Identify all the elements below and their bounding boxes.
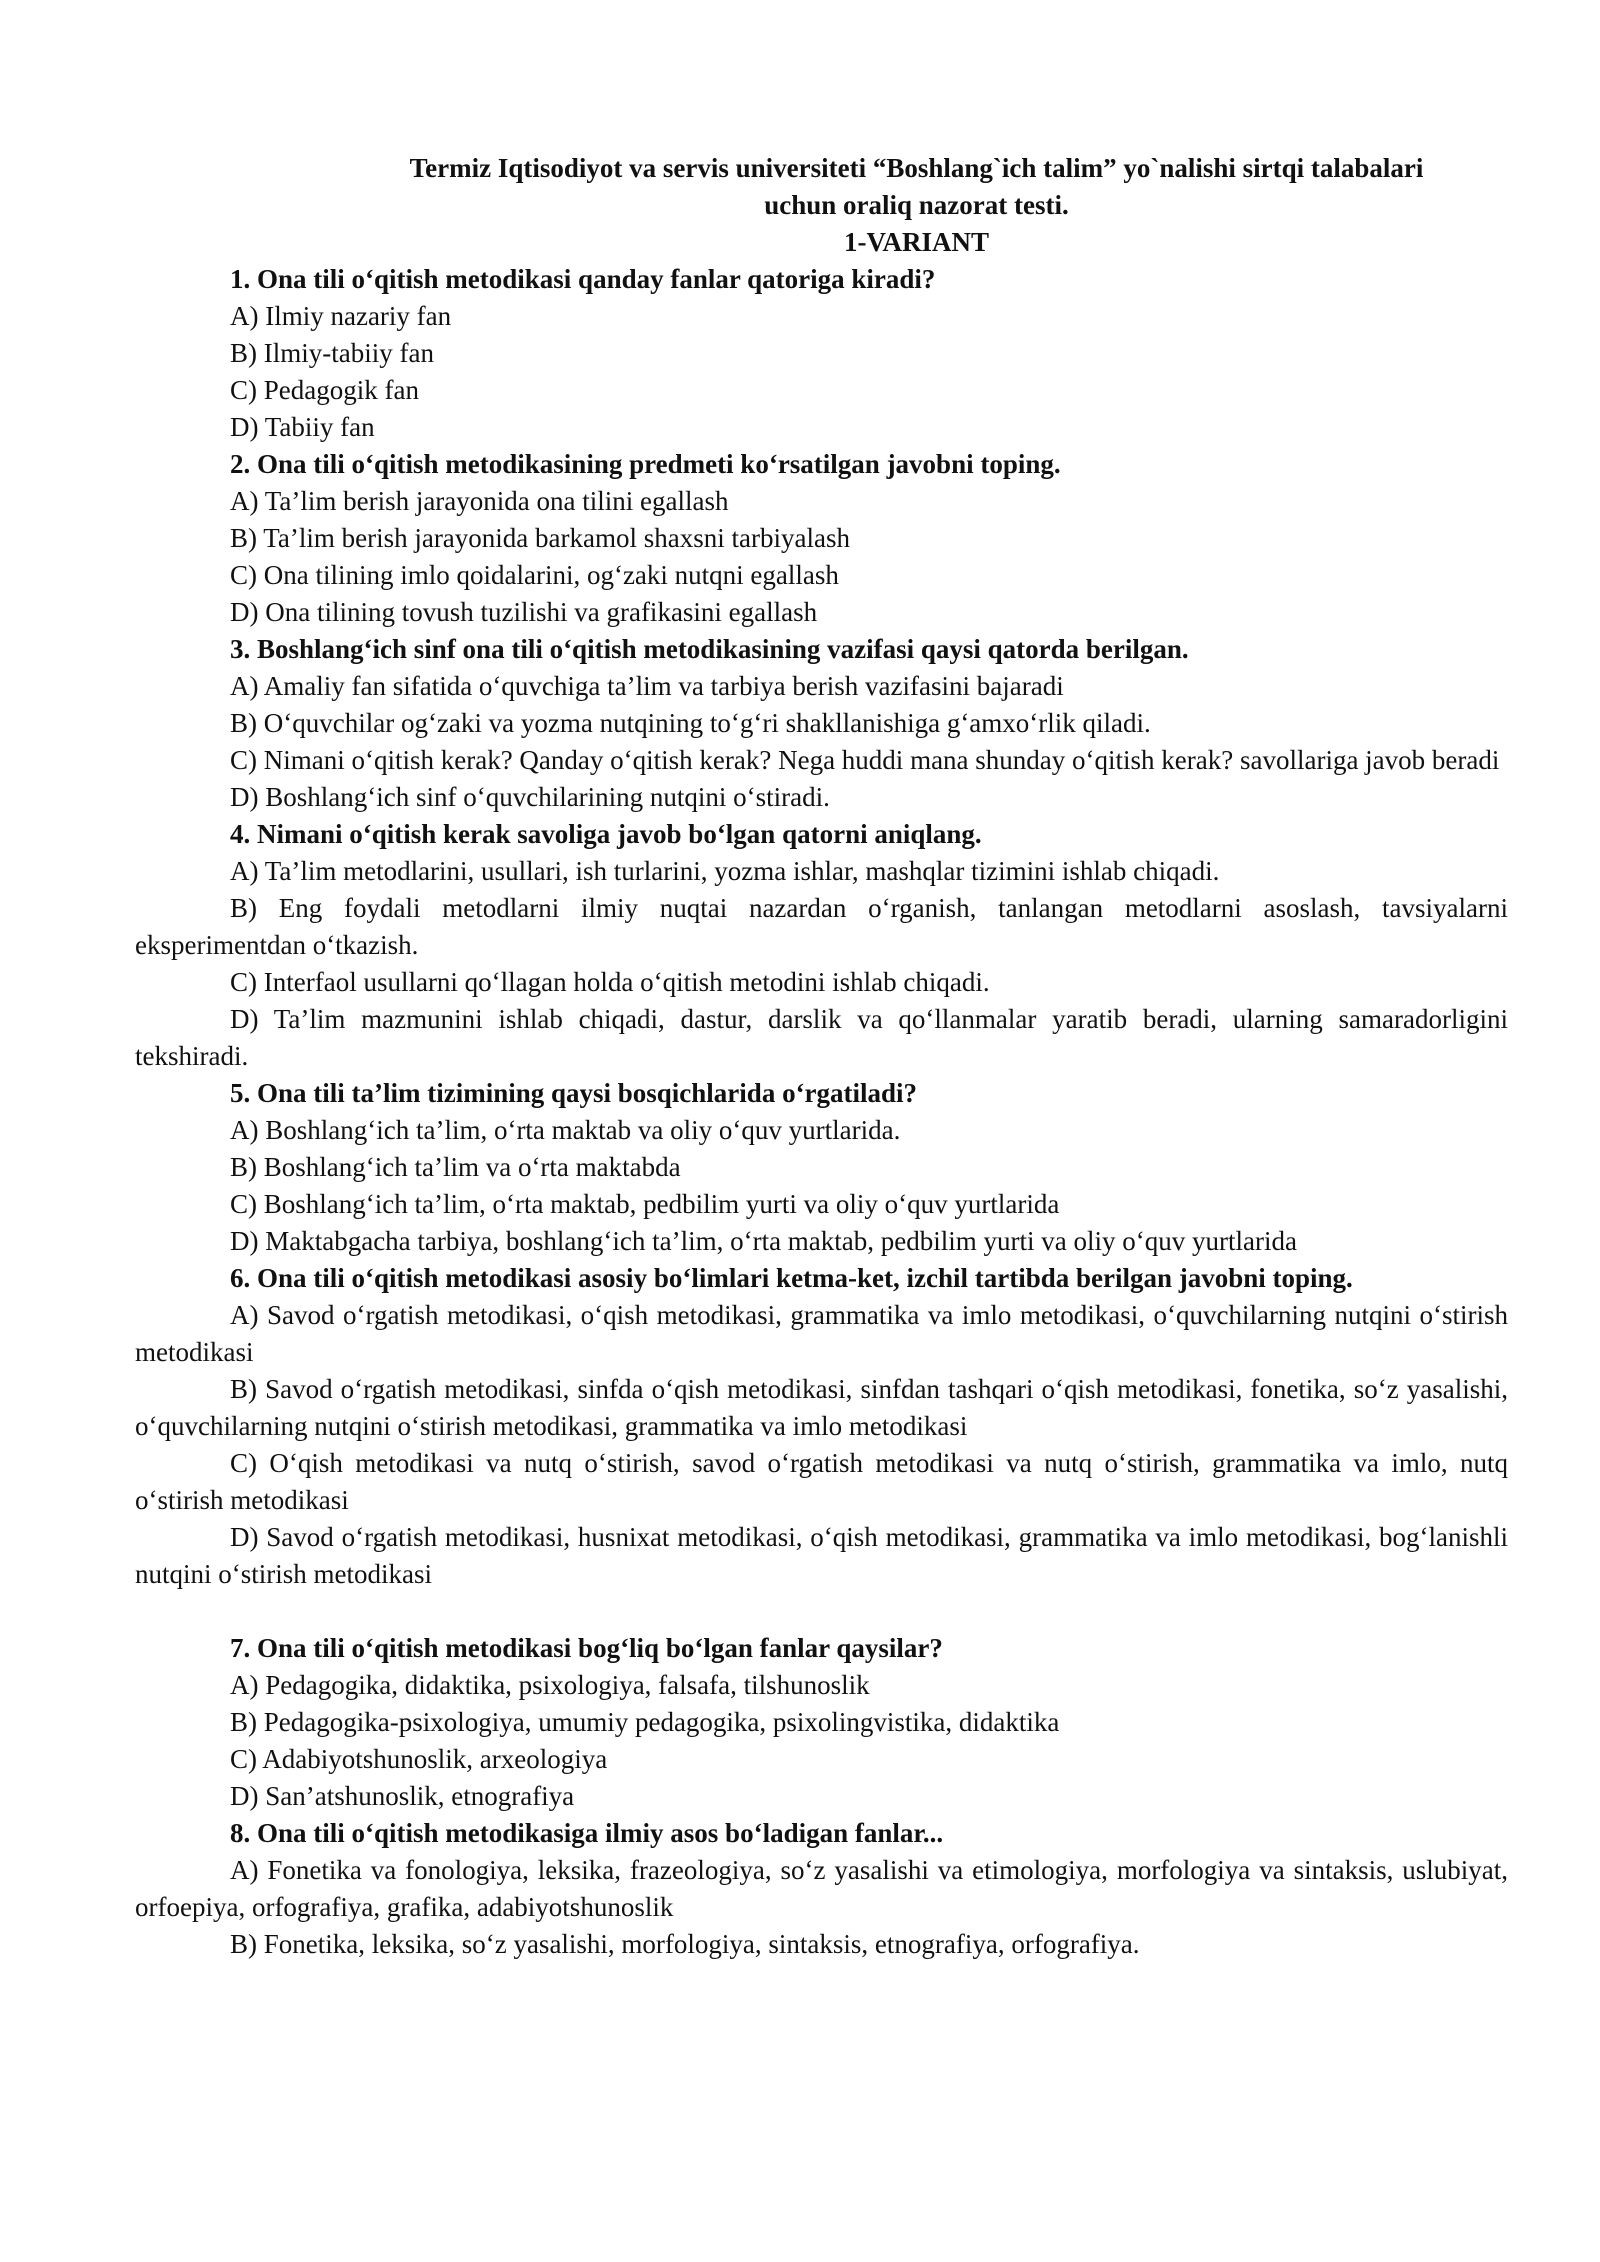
answer-option: C) Nimani oʻqitish kerak? Qanday oʻqitish kerak? Nega huddi mana shunday oʻqitish kerak? savollariga javob beradi [230,745,1500,775]
answer-option: D) Savod oʻrgatish metodikasi, husnixat metodikasi, oʻqish metodikasi, grammatika va imlo metodikasi, bogʻlanishli nutqini oʻstirish metodikasi [135,1522,1508,1589]
answer-option: D) Ta’lim mazmunini ishlab chiqadi, dastur, darslik va qoʻllanmalar yaratib beradi, ularning samaradorligini tekshiradi. [135,1004,1508,1071]
answer-option: B) Savod oʻrgatish metodikasi, sinfda oʻqish metodikasi, sinfdan tashqari oʻqish metodikasi, fonetika, soʻz yasalishi, oʻquvchilarning nutqini oʻstirish metodikasi, grammatika va imlo metodikasi [135,1374,1508,1441]
question-1: 1. Ona tili oʻqitish metodikasi qanday fanlar qatoriga kiradi? [230,264,936,294]
answer-option: C) Pedagogik fan [230,375,419,405]
answer-option: C) Ona tilining imlo qoidalarini, ogʻzaki nutqni egallash [230,560,839,590]
answer-option: A) Boshlangʻich ta’lim, oʻrta maktab va oliy oʻquv yurtlarida. [230,1115,901,1145]
answer-option: C) Interfaol usullarni qoʻllagan holda oʻqitish metodini ishlab chiqadi. [230,967,990,997]
blank-line [230,1593,1508,1630]
answer-option: B) Fonetika, leksika, soʻz yasalishi, morfologiya, sintaksis, etnografiya, orfografiya. [230,1929,1140,1959]
answer-option: B) Pedagogika-psixologiya, umumiy pedagogika, psixolingvistika, didaktika [230,1707,1060,1737]
answer-option: D) Boshlangʻich sinf oʻquvchilarining nutqini oʻstiradi. [230,782,830,812]
answer-option: C) Boshlangʻich ta’lim, oʻrta maktab, pedbilim yurti va oliy oʻquv yurtlarida [230,1189,1060,1219]
answer-option: A) Amaliy fan sifatida oʻquvchiga ta’lim va tarbiya berish vazifasini bajaradi [230,671,1064,701]
answer-option: A) Pedagogika, didaktika, psixologiya, falsafa, tilshunoslik [230,1670,870,1700]
answer-option: D) Tabiiy fan [230,412,375,442]
answer-option: B) Ta’lim berish jarayonida barkamol shaxsni tarbiyalash [230,523,850,553]
answer-option: B) Eng foydali metodlarni ilmiy nuqtai nazardan oʻrganish, tanlangan metodlarni asoslash, tavsiyalarni eksperimentdan oʻtkazish. [135,893,1508,960]
answer-option: A) Ta’lim berish jarayonida ona tilini egallash [230,486,729,516]
answer-option: B) Ilmiy-tabiiy fan [230,338,434,368]
variant-heading: 1-VARIANT [843,227,990,257]
answer-option: C) Oʻqish metodikasi va nutq oʻstirish, savod oʻrgatish metodikasi va nutq oʻstirish, grammatika va imlo, nutq oʻstirish metodikasi [135,1448,1508,1515]
question-3: 3. Boshlangʻich sinf ona tili oʻqitish metodikasining vazifasi qaysi qatorda berilgan. [230,634,1189,664]
question-2: 2. Ona tili oʻqitish metodikasining predmeti koʻrsatilgan javobni toping. [230,449,1061,479]
title-line-2: uchun oraliq nazorat testi. [764,190,1069,220]
question-4: 4. Nimani oʻqitish kerak savoliga javob boʻlgan qatorni aniqlang. [230,819,982,849]
answer-option: D) Ona tilining tovush tuzilishi va grafikasini egallash [230,597,818,627]
question-7: 7. Ona tili oʻqitish metodikasi bogʻliq boʻlgan fanlar qaysilar? [230,1633,943,1663]
answer-option: B) Boshlangʻich ta’lim va oʻrta maktabda [230,1152,681,1182]
question-6: 6. Ona tili oʻqitish metodikasi asosiy boʻlimlari ketma-ket, izchil tartibda berilgan javobni toping. [230,1263,1353,1293]
answer-option: A) Ta’lim metodlarini, usullari, ish turlarini, yozma ishlar, mashqlar tizimini ishlab chiqadi. [230,856,1220,886]
question-8: 8. Ona tili oʻqitish metodikasiga ilmiy asos boʻladigan fanlar... [230,1818,944,1848]
title-line-1: Termiz Iqtisodiyot va servis universiteti “Boshlang`ich talim” yo`nalishi sirtqi talabalari [409,153,1424,183]
answer-option: A) Savod oʻrgatish metodikasi, oʻqish metodikasi, grammatika va imlo metodikasi, oʻquvchilarning nutqini oʻstirish metodikasi [135,1300,1508,1367]
answer-option: D) San’atshunoslik, etnografiya [230,1781,575,1811]
answer-option: D) Maktabgacha tarbiya, boshlangʻich ta’lim, oʻrta maktab, pedbilim yurti va oliy oʻquv yurtlarida [230,1226,1297,1256]
answer-option: A) Ilmiy nazariy fan [230,301,452,331]
answer-option: C) Adabiyotshunoslik, arxeologiya [230,1744,608,1774]
answer-option: A) Fonetika va fonologiya, leksika, frazeologiya, soʻz yasalishi va etimologiya, morfologiya va sintaksis, uslubiyat, orfoepiya, orfografiya, grafika, adabiyotshunoslik [135,1855,1508,1922]
question-5: 5. Ona tili ta’lim tizimining qaysi bosqichlarida oʻrgatiladi? [230,1078,918,1108]
answer-option: B) Oʻquvchilar ogʻzaki va yozma nutqining toʻgʻri shakllanishiga gʻamxoʻrlik qiladi. [230,708,1151,738]
